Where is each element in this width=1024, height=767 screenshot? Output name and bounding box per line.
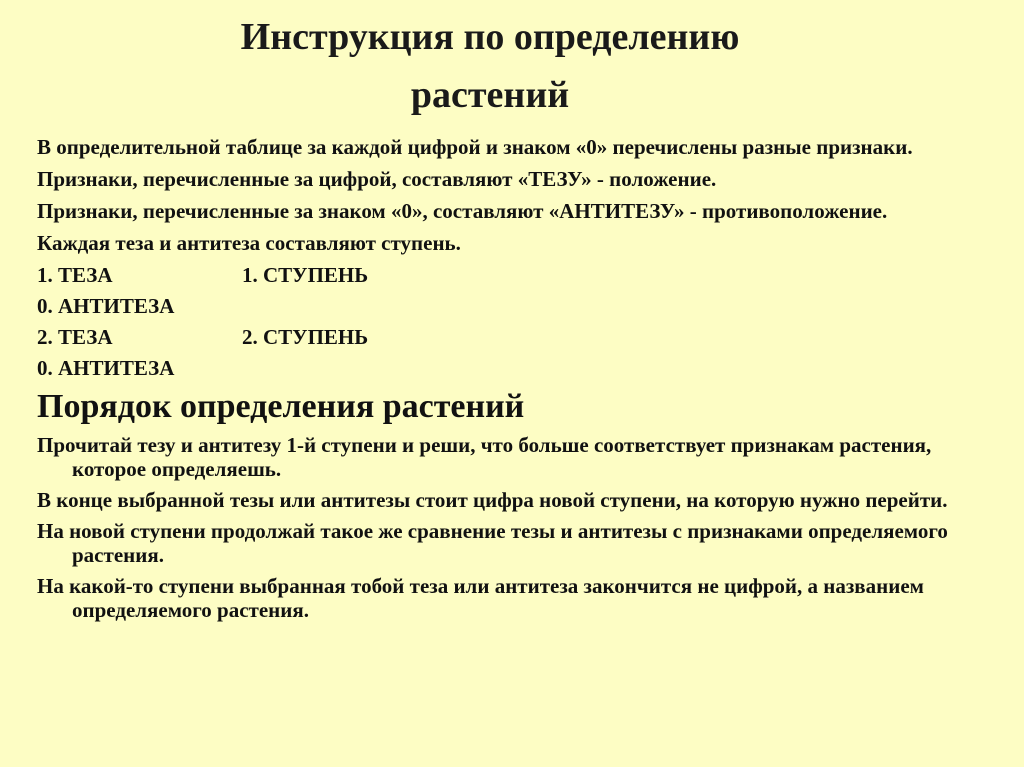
section-subtitle: Порядок определения растений [37, 388, 525, 425]
thesis-table [37, 263, 997, 380]
table-row [37, 356, 997, 380]
paragraph-2: Признаки, перечисленные за цифрой, составляют «ТЕЗУ» - положение. [37, 167, 717, 191]
table-cell-left: 1. ТЕЗА [37, 263, 113, 287]
table-row [37, 263, 997, 287]
step-1: Прочитай тезу и антитезу 1-й ступени и реши, что больше соответствует признакам растения, которое определяешь. [37, 433, 932, 481]
step-2: В конце выбранной тезы или антитезы стоит цифра новой ступени, на которую нужно перейти. [37, 488, 948, 512]
table-row [37, 294, 997, 318]
table-row [37, 325, 997, 349]
title-line-1: Инструкция по определению [240, 16, 740, 58]
step-3: На новой ступени продолжай такое же сравнение тезы и антитезы с признаками определяемого растения. [37, 519, 948, 567]
table-cell-left: 0. АНТИТЕЗА [37, 356, 175, 380]
table-cell-right: 1. СТУПЕНЬ [242, 263, 369, 287]
slide-content [37, 135, 997, 629]
table-cell-left: 0. АНТИТЕЗА [37, 294, 175, 318]
table-cell-right: 2. СТУПЕНЬ [242, 325, 369, 349]
title-line-2: растений [410, 74, 570, 116]
paragraph-4: Каждая теза и антитеза составляют ступень. [37, 231, 461, 255]
step-4: На какой-то ступени выбранная тобой теза или антитеза закончится не цифрой, а названием определяемого растения. [37, 574, 924, 622]
paragraph-3: Признаки, перечисленные за знаком «0», составляют «АНТИТЕЗУ» - противоположение. [37, 199, 888, 223]
table-cell-left: 2. ТЕЗА [37, 325, 113, 349]
page-title [140, 8, 840, 124]
paragraph-1: В определительной таблице за каждой цифрой и знаком «0» перечислены разные признаки. [37, 135, 913, 159]
